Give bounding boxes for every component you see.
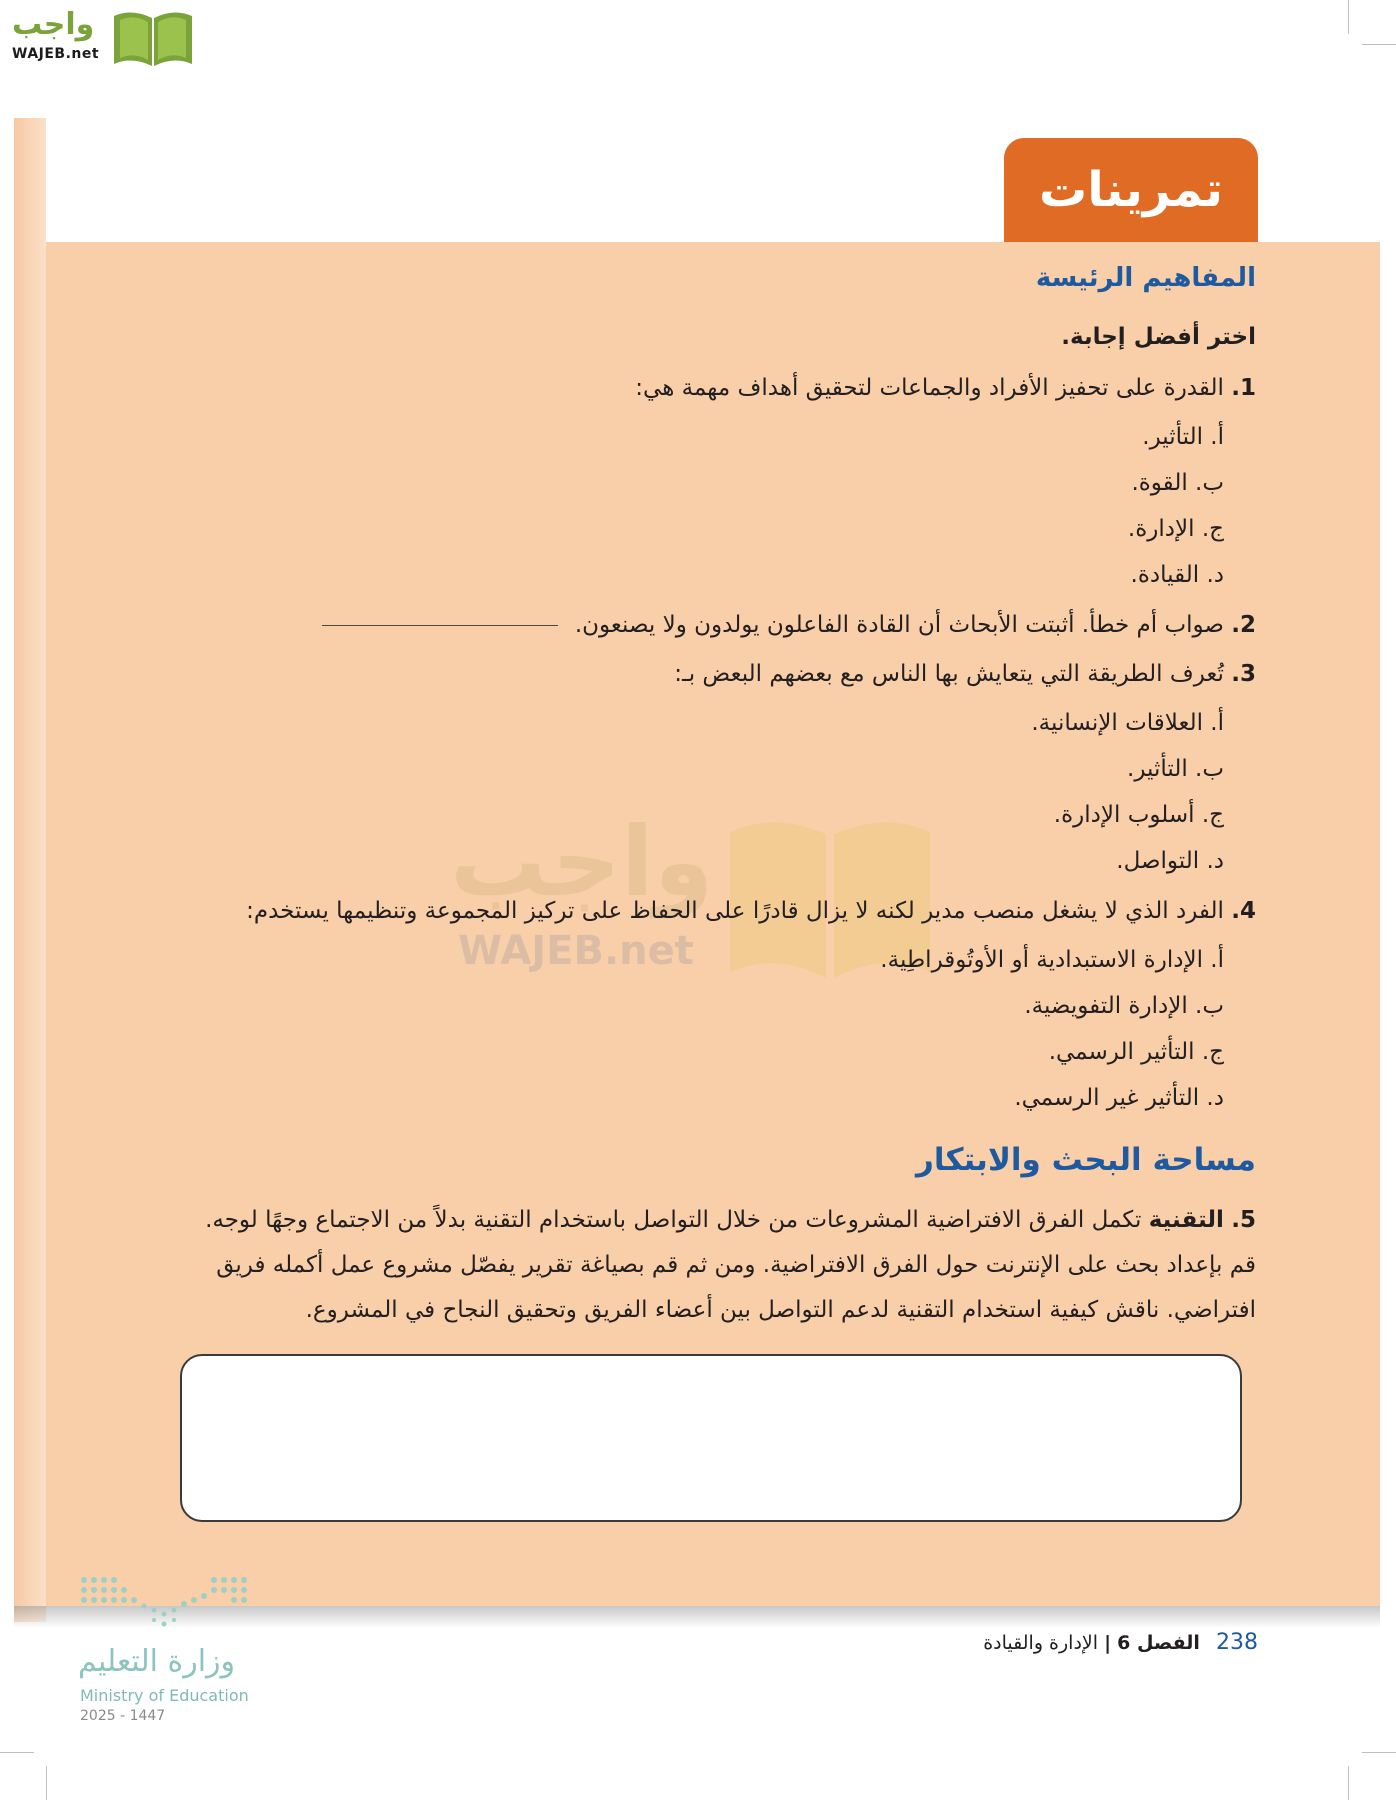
question-number: 3. — [1231, 661, 1256, 687]
logo-text-en: WAJEB.net — [12, 46, 100, 62]
question-text: تكمل الفرق الافتراضية المشروعات من خلال التواصل باستخدام التقنية بدلاً من الاجتماع وجهًا لوجه. — [205, 1207, 1142, 1233]
question-number: 1. — [1231, 375, 1256, 401]
question-keyword: التقنية — [1148, 1207, 1224, 1233]
ministry-year: 2025 - 1447 — [80, 1708, 166, 1724]
footer-separator: | — [1104, 1632, 1112, 1654]
q4-option-b[interactable]: ب. الإدارة التفويضية. — [1024, 993, 1224, 1019]
crop-mark — [1362, 1752, 1396, 1753]
logo-text-ar: واجب — [12, 7, 95, 42]
q1-option-c[interactable]: ج. الإدارة. — [1127, 516, 1224, 542]
question-5-line-3: افتراضي. ناقش كيفية استخدام التقنية لدعم التواصل بين أعضاء الفريق وتحقيق النجاح في المشروع. — [305, 1297, 1256, 1323]
wajeb-logo[interactable] — [10, 6, 190, 66]
answer-box[interactable] — [180, 1354, 1242, 1522]
ministry-dots-icon — [78, 1574, 254, 1634]
question-4 — [246, 895, 1256, 927]
page-number: 238 — [1216, 1630, 1258, 1655]
exercises-tab — [1004, 138, 1258, 242]
question-3 — [674, 658, 1256, 690]
page-footer — [983, 1630, 1258, 1655]
q4-option-d[interactable]: د. التأثير غير الرسمي. — [1014, 1085, 1224, 1111]
q3-option-c[interactable]: ج. أسلوب الإدارة. — [1053, 802, 1224, 828]
crop-mark — [1348, 1766, 1349, 1800]
tab-title: تمرينات — [1039, 162, 1223, 218]
crop-mark — [0, 1752, 34, 1753]
question-text: الفرد الذي لا يشغل منصب مدير لكنه لا يزال قادرًا على الحفاظ على تركيز المجموعة وتنظيمها يستخدم: — [246, 898, 1224, 924]
page-header-area — [46, 118, 1006, 242]
q1-option-b[interactable]: ب. القوة. — [1131, 470, 1224, 496]
watermark-text-ar: واجب — [450, 806, 714, 918]
question-5-line-2: قم بإعداد بحث على الإنترنت حول الفرق الافتراضية. ومن ثم قم بصياغة تقرير يفصّل مشروع عمل أكمله فريق — [216, 1252, 1256, 1278]
ministry-of-education-logo — [78, 1574, 278, 1734]
question-2 — [322, 609, 1256, 641]
q4-option-a[interactable]: أ. الإدارة الاستبدادية أو الأوتُوقراطِية. — [880, 947, 1224, 973]
question-number: 2. — [1231, 612, 1256, 638]
crop-mark — [1362, 44, 1396, 45]
question-text: القدرة على تحفيز الأفراد والجماعات لتحقيق أهداف مهمة هي: — [635, 375, 1224, 401]
question-text: صواب أم خطأ. أثبتت الأبحاث أن القادة الفاعلون يولدون ولا يصنعون. — [574, 612, 1224, 638]
instruction: اختر أفضل إجابة. — [1061, 324, 1256, 350]
ministry-name-en: Ministry of Education — [80, 1686, 249, 1705]
question-5-line-1 — [205, 1204, 1256, 1236]
section-heading-key-concepts: المفاهيم الرئيسة — [1035, 263, 1256, 293]
q1-option-a[interactable]: أ. التأثير. — [1142, 424, 1224, 450]
question-text: تُعرف الطريقة التي يتعايش بها الناس مع بعضهم البعض بـ: — [674, 661, 1224, 687]
q1-option-d[interactable]: د. القيادة. — [1130, 562, 1224, 588]
question-number: 5. — [1231, 1207, 1256, 1233]
q3-option-b[interactable]: ب. التأثير. — [1127, 756, 1224, 782]
question-number: 4. — [1231, 898, 1256, 924]
watermark-text-en: WAJEB.net — [458, 928, 694, 974]
ministry-name-ar: وزارة التعليم — [78, 1644, 236, 1679]
page-edge-shadow — [14, 118, 46, 1622]
q4-option-c[interactable]: ج. التأثير الرسمي. — [1048, 1039, 1224, 1065]
chapter-title: الإدارة والقيادة — [983, 1632, 1099, 1654]
crop-mark — [46, 1766, 47, 1800]
crop-mark — [1348, 0, 1349, 34]
answer-blank-line[interactable] — [322, 625, 558, 626]
section-heading-research: مساحة البحث والابتكار — [916, 1142, 1256, 1178]
q3-option-d[interactable]: د. التواصل. — [1116, 848, 1224, 874]
question-1 — [635, 372, 1256, 404]
chapter-label: الفصل 6 — [1117, 1632, 1200, 1654]
q3-option-a[interactable]: أ. العلاقات الإنسانية. — [1031, 710, 1224, 736]
book-icon — [110, 6, 196, 68]
